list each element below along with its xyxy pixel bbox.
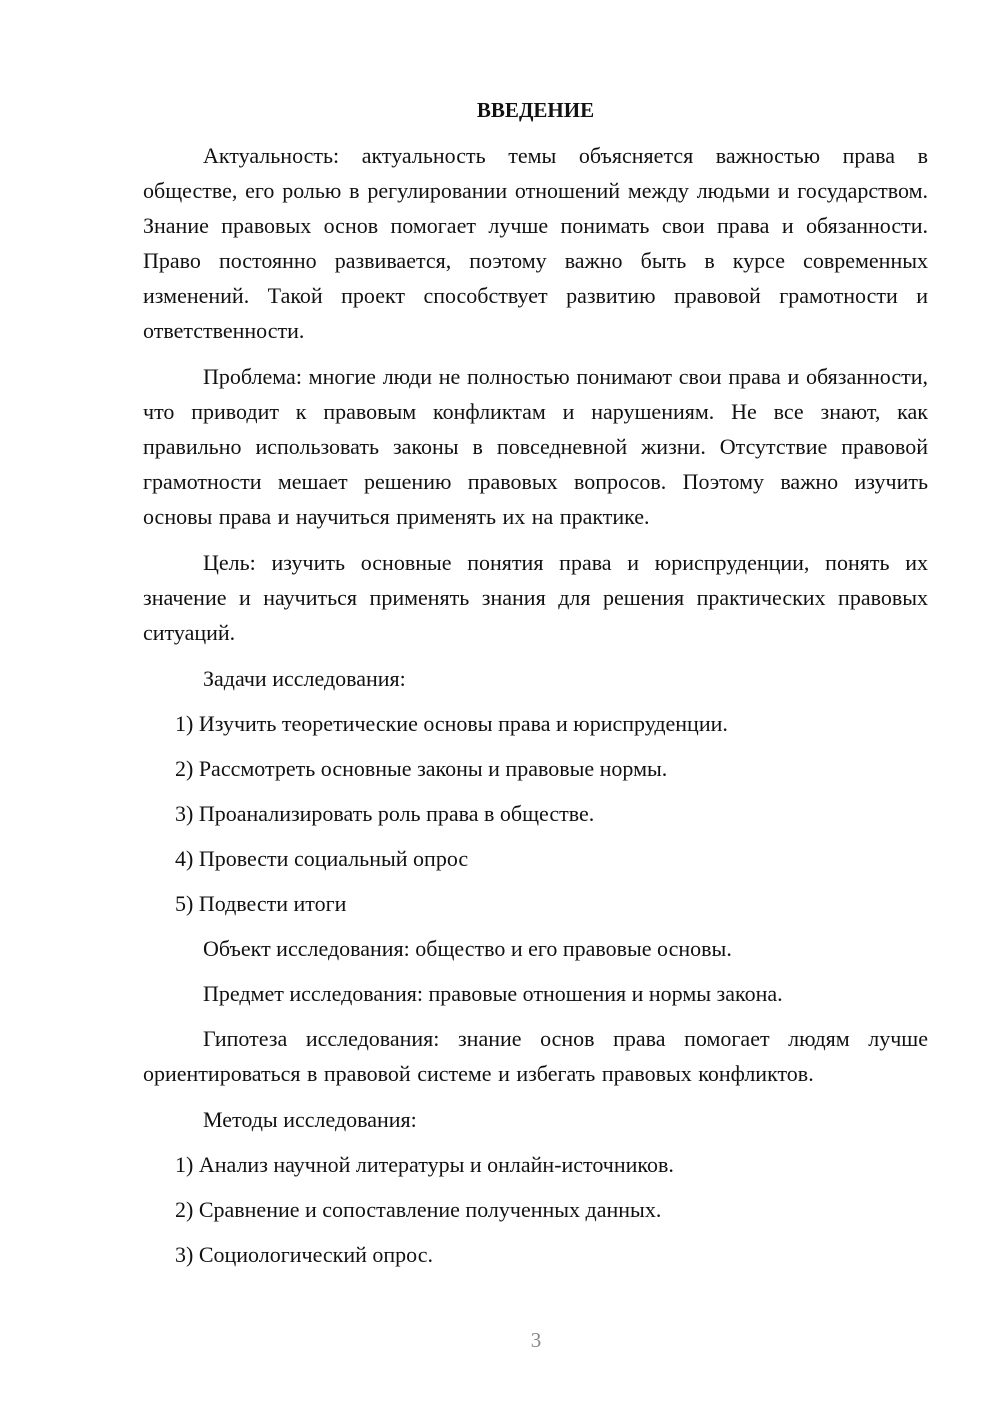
method-item: 2) Сравнение и сопоставление полученных данных.: [175, 1197, 662, 1222]
section-title: ВВЕДЕНИЕ: [476, 98, 595, 122]
research-subject: Предмет исследования: правовые отношения и нормы закона.: [203, 981, 783, 1006]
research-object: Объект исследования: общество и его правовые основы.: [203, 936, 732, 961]
tasks-heading: Задачи исследования:: [203, 666, 406, 691]
task-item: 2) Рассмотреть основные законы и правовые нормы.: [175, 756, 668, 781]
task-item: 5) Подвести итоги: [175, 891, 347, 916]
relevance-paragraph: Актуальность: актуальность темы объясняется важностью права в обществе, его ролью в регулировании отношений между людьми и государством. Знание правовых основ помогает лучше понимать свои права и обязанности. Право постоянно развивается, поэтому важно быть в курсе современных изменений. Такой проект способствует развитию правовой грамотности и ответственности.: [143, 143, 928, 343]
page-number: 3: [530, 1328, 542, 1352]
research-hypothesis: Гипотеза исследования: знание основ права помогает людям лучше ориентироваться в правовой системе и избегать правовых конфликтов.: [143, 1026, 928, 1086]
problem-paragraph: Проблема: многие люди не полностью понимают свои права и обязанности, что приводит к правовым конфликтам и нарушениям. Не все знают, как правильно использовать законы в повседневной жизни. Отсутствие правовой грамотности мешает решению правовых вопросов. Поэтому важно изучить основы права и научиться применять их на практике.: [143, 364, 928, 529]
method-item: 1) Анализ научной литературы и онлайн-источников.: [175, 1152, 674, 1177]
page-content: [143, 92, 928, 1282]
method-item: 3) Социологический опрос.: [175, 1242, 433, 1267]
task-item: 3) Проанализировать роль права в обществе.: [175, 801, 595, 826]
task-item: 4) Провести социальный опрос: [175, 846, 469, 871]
methods-heading: Методы исследования:: [203, 1107, 417, 1132]
goal-paragraph: Цель: изучить основные понятия права и юриспруденции, понять их значение и научиться применять знания для решения практических правовых ситуаций.: [143, 550, 928, 645]
task-item: 1) Изучить теоретические основы права и юриспруденции.: [175, 711, 728, 736]
